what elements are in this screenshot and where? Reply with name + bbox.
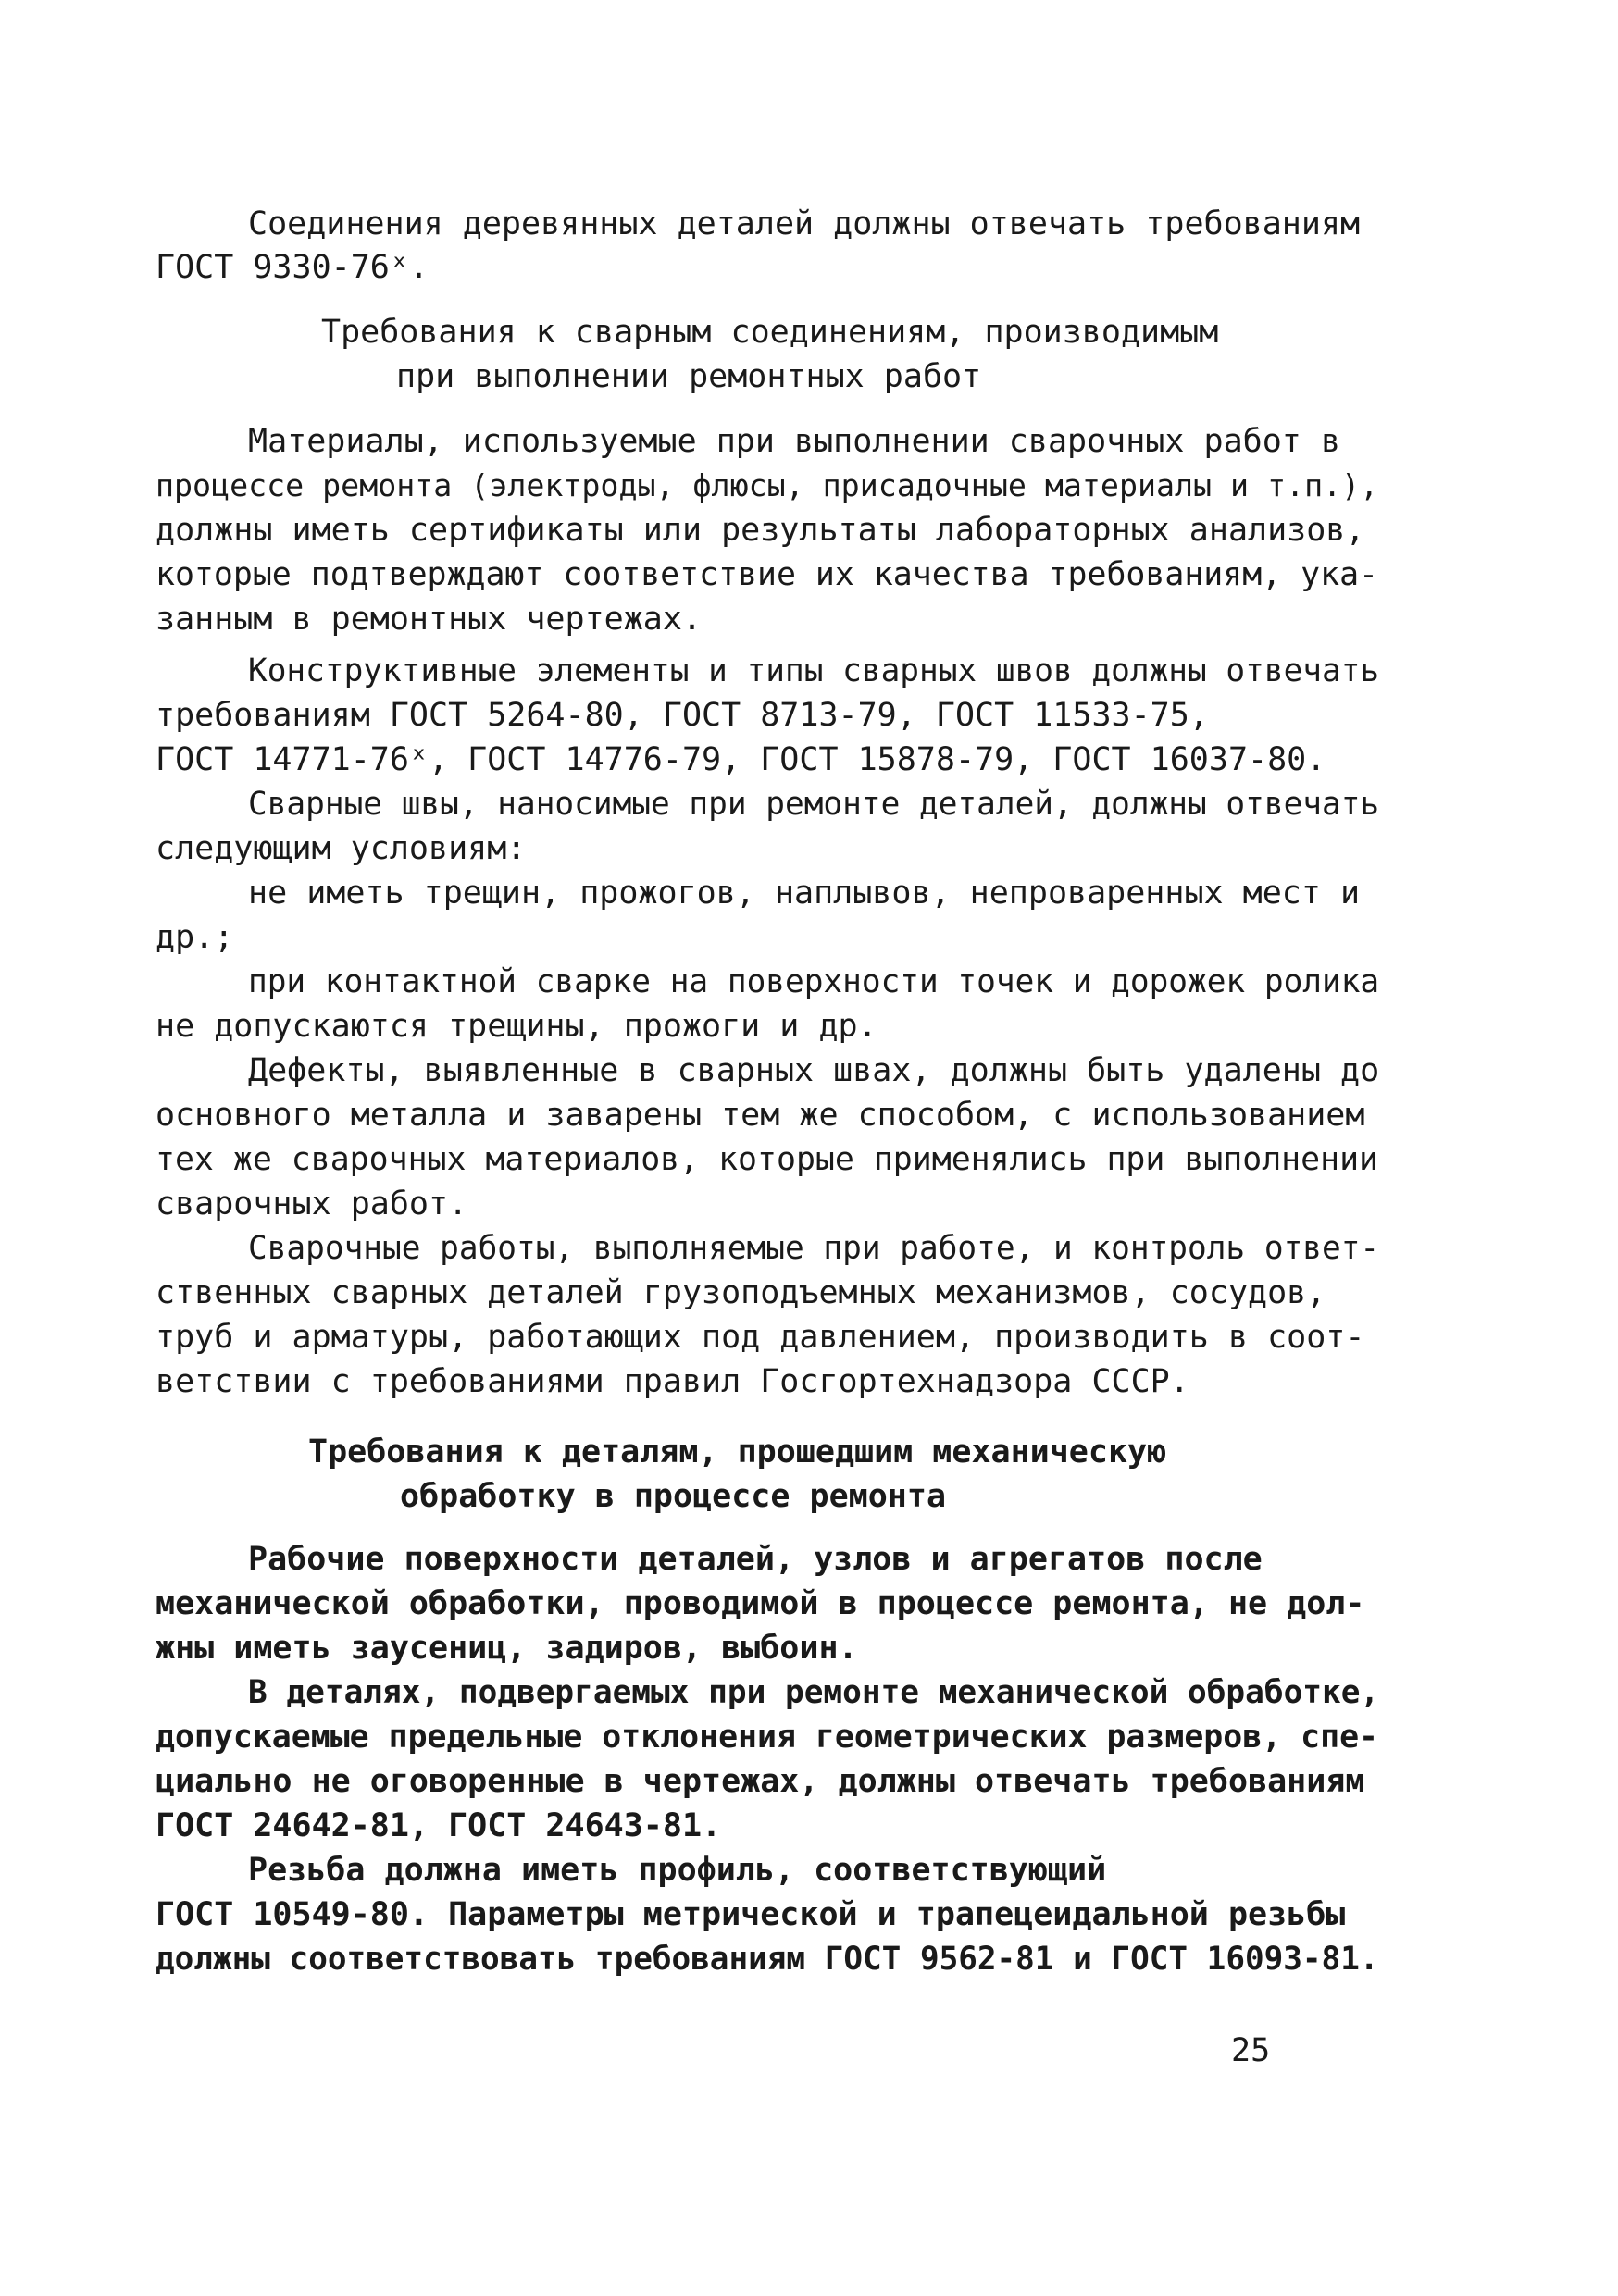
text-line: занным в ремонтных чертежах. bbox=[156, 601, 703, 638]
text-line: Сварочные работы, выполняемые при работе, и контроль ответ- bbox=[248, 1230, 1380, 1267]
text-line: Конструктивные элементы и типы сварных швов должны отвечать bbox=[248, 652, 1380, 689]
text-line: др.; bbox=[156, 919, 234, 956]
text-line: Дефекты, выявленные в сварных швах, должны быть удалены до bbox=[248, 1052, 1380, 1089]
text-line: В деталях, подвергаемых при ремонте механической обработке, bbox=[248, 1674, 1380, 1711]
text-line: Рабочие поверхности деталей, узлов и агрегатов после bbox=[248, 1541, 1263, 1578]
section-heading: обработку в процессе ремонта bbox=[400, 1478, 947, 1515]
text-line: Сварные швы, наносимые при ремонте деталей, должны отвечать bbox=[248, 786, 1380, 823]
text-line: Резьба должна иметь профиль, соответствующий bbox=[248, 1852, 1107, 1889]
section-heading: при выполнении ремонтных работ bbox=[396, 358, 982, 395]
section-heading: Требования к деталям, прошедшим механическую bbox=[308, 1433, 1167, 1471]
text-line: основного металла и заварены тем же способом, с использованием bbox=[156, 1097, 1365, 1134]
text-line: ственных сварных деталей грузоподъемных механизмов, сосудов, bbox=[156, 1274, 1326, 1311]
text-line: ветствии с требованиями правил Госгортехнадзора СССР. bbox=[156, 1363, 1189, 1400]
text-line: процессе ремонта (электроды, флюсы, присадочные материалы и т.п.), bbox=[156, 467, 1379, 503]
text-line: труб и арматуры, работающих под давлением, производить в соот- bbox=[156, 1319, 1365, 1356]
text-line: ГОСТ 24642-81, ГОСТ 24643-81. bbox=[156, 1807, 722, 1844]
text-line: при контактной сварке на поверхности точек и дорожек ролика bbox=[248, 963, 1380, 1000]
text-line: требованиям ГОСТ 5264-80, ГОСТ 8713-79, ГОСТ 11533-75, bbox=[156, 697, 1209, 734]
text-line: не допускаются трещины, прожоги и др. bbox=[156, 1008, 877, 1045]
text-line: должны соответствовать требованиям ГОСТ 9562-81 и ГОСТ 16093-81. bbox=[156, 1941, 1379, 1978]
text-line: должны иметь сертификаты или результаты лабораторных анализов, bbox=[156, 512, 1365, 549]
text-line: не иметь трещин, прожогов, наплывов, непроваренных мест и bbox=[248, 875, 1361, 912]
text-line: жны иметь заусениц, задиров, выбоин. bbox=[156, 1630, 858, 1667]
text-line: ГОСТ 14771-76ˣ, ГОСТ 14776-79, ГОСТ 15878-79, ГОСТ 16037-80. bbox=[156, 741, 1326, 778]
text-line: следующим условиям: bbox=[156, 830, 527, 867]
text-line: Материалы, используемые при выполнении сварочных работ в bbox=[248, 423, 1341, 460]
text-line: циально не оговоренные в чертежах, должны отвечать требованиям bbox=[156, 1763, 1365, 1800]
text-line: сварочных работ. bbox=[156, 1185, 468, 1222]
text-line: ГОСТ 10549-80. Параметры метрической и трапецеидальной резьбы bbox=[156, 1896, 1346, 1933]
text-line: которые подтверждают соответствие их качества требованиям, ука- bbox=[156, 556, 1379, 593]
text-line: допускаемые предельные отклонения геометрических размеров, спе- bbox=[156, 1719, 1379, 1756]
text-line: ГОСТ 9330-76ˣ. bbox=[156, 249, 429, 286]
page-number: 25 bbox=[1231, 2032, 1271, 2069]
text-line: тех же сварочных материалов, которые применялись при выполнении bbox=[156, 1141, 1379, 1178]
text-line: Соединения деревянных деталей должны отвечать требованиям bbox=[248, 205, 1361, 242]
text-line: механической обработки, проводимой в процессе ремонта, не дол- bbox=[156, 1585, 1365, 1622]
section-heading: Требования к сварным соединениям, производимым bbox=[321, 314, 1219, 351]
